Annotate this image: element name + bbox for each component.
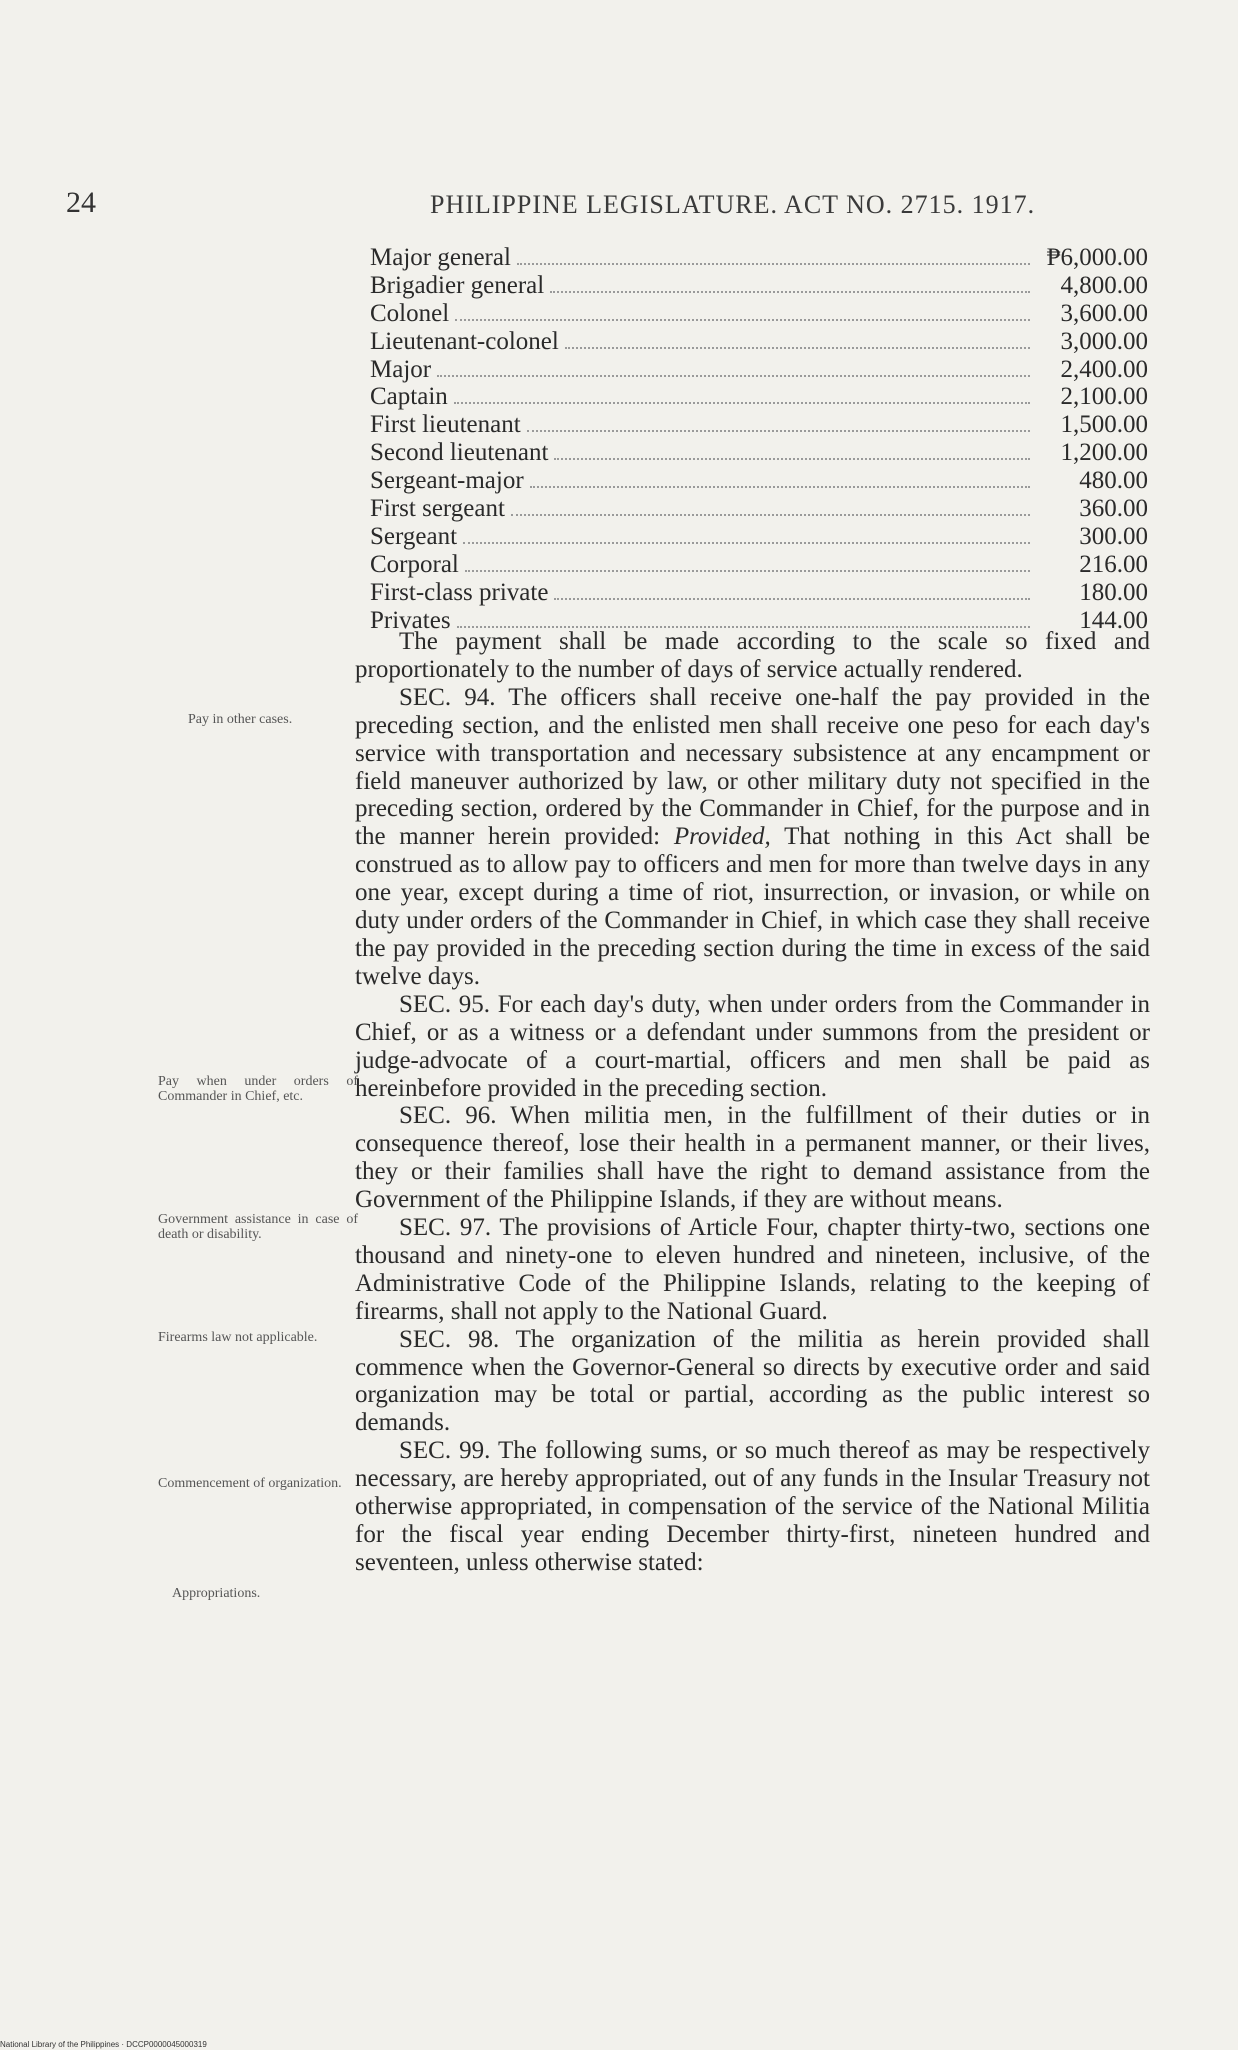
dot-leader [530,486,1030,488]
pay-rank: Colonel [370,299,450,327]
sidenote-firearms-law: Firearms law not applicable. [158,1330,318,1345]
pay-rank: Captain [370,383,448,411]
pay-row [370,523,1148,551]
page-number: 24 [66,186,96,219]
pay-rank: First-class private [370,578,549,606]
pay-row [370,467,1148,495]
pay-rank: Sergeant-major [370,467,524,495]
pay-row [370,383,1148,411]
dot-leader [517,263,1030,265]
pay-amount: 2,400.00 [1060,355,1148,383]
pay-row [370,328,1148,356]
sidenote-pay-other-cases: Pay in other cases. [188,712,293,727]
section-94-text-a: The officers shall receive one-half the pay provided in the preceding section, and the enlisted men shall receive one peso for each day's service with transportation and necessary subsistence at any encampment or field maneuver authorized by law, or other military duty not specified in the preceding section, ordered by the Commander in Chief, for the purpose and in the manner herein provided: [355,683,1150,851]
dot-leader [554,458,1030,460]
dot-leader [463,542,1030,544]
scan-footer: National Library of the Philippines · DCCP0000045000319 [0,2040,207,2049]
pay-amount: 180.00 [1079,578,1148,606]
pay-rank: Second lieutenant [370,439,549,467]
pay-scale-table [370,244,1148,634]
section-96-number: SEC. 96. [399,1102,497,1130]
pay-amount: 3,000.00 [1060,327,1148,355]
pay-amount: 4,800.00 [1060,271,1148,299]
pay-rank: Sergeant [370,522,458,550]
pay-row [370,356,1148,384]
intro-text: The payment shall be made according to the scale so fixed and proportionately to the number of days of service actually rendered. [355,628,1150,683]
pay-row [370,411,1148,439]
pay-row [370,439,1148,467]
pay-amount: 2,100.00 [1060,383,1148,411]
section-97-number: SEC. 97. [399,1214,492,1242]
pay-rank: Brigadier general [370,271,545,299]
sidenote-commencement: Commencement of organization. [158,1476,342,1491]
dot-leader [454,402,1030,404]
section-95 [355,991,1150,1103]
sidenote-pay-under-orders: Pay when under orders of Commander in Chief, etc. [158,1074,358,1104]
dot-leader [455,319,1030,321]
pay-row [370,579,1148,607]
pay-amount: 1,200.00 [1060,439,1148,467]
pay-amount: 3,600.00 [1060,299,1148,327]
dot-leader [527,430,1030,432]
dot-leader [465,570,1030,572]
pay-rank: Privates [370,606,451,634]
pay-amount: 144.00 [1079,606,1148,634]
section-95-text: For each day's duty, when under orders from the Commander in Chief, or as a witness or a defendant under summons from the president or judge-advocate of a court-martial, officers and men shall be paid as hereinbefore provided in the preceding section. [355,990,1151,1102]
dot-leader [437,375,1030,377]
pay-row [370,300,1148,328]
pay-amount: 360.00 [1079,495,1148,523]
dot-leader [554,598,1030,600]
body-text [355,628,1150,1577]
section-94-number: SEC. 94. [399,683,496,711]
pay-row [370,495,1148,523]
intro-paragraph [355,628,1150,684]
pay-row [370,551,1148,579]
section-97-text: The provisions of Article Four, chapter thirty-two, sections one thousand and ninety-one to eleven hundred and nineteen, inclusive, of the Administrative Code of the Philippine Islands, relating to the keeping of firearms, shall not apply to the National Guard. [355,1214,1150,1325]
dot-leader [565,347,1030,349]
pay-amount: 480.00 [1079,467,1148,495]
pay-amount: 1,500.00 [1060,411,1148,439]
pay-rank: Major [370,355,432,383]
sidenote-gov-assistance: Government assistance in case of death or disability. [158,1212,358,1242]
section-99-number: SEC. 99. [399,1437,491,1465]
pay-rank: Lieutenant-colonel [370,327,559,355]
section-95-number: SEC. 95. [399,990,491,1018]
section-94 [355,684,1150,991]
pay-amount: ₱6,000.00 [1046,244,1148,271]
running-head: PHILIPPINE LEGISLATURE. ACT NO. 2715. 1917. [430,190,1036,219]
section-94-text-b: That nothing in this Act shall be construed as to allow pay to officers and men for more than twelve days in any one year, except during a time of riot, insurrection, or invasion, or while on duty under orders of the Commander in Chief, in which case they shall receive the pay provided in the preceding section during the time in excess of the said twelve days. [355,823,1150,990]
section-98 [355,1326,1150,1438]
section-99-text: The following sums, or so much thereof as may be respectively necessary, are hereby appropriated, out of any funds in the Insular Treasury not otherwise appropriated, in compensation of the service of the National Militia for the fiscal year ending December thirty-first, nineteen hundred and seventeen, unless otherwise stated: [355,1437,1150,1576]
sidenote-appropriations: Appropriations. [172,1586,261,1601]
section-96 [355,1102,1150,1214]
section-98-number: SEC. 98. [399,1325,500,1353]
section-97 [355,1214,1150,1326]
pay-amount: 300.00 [1079,522,1148,550]
section-94-proviso: Provided, [673,823,771,851]
dot-leader [511,514,1030,516]
pay-rank: First sergeant [370,495,505,523]
section-98-text: The organization of the militia as herein provided shall commence when the Governor-General so directs by executive order and said organization may be total or partial, according as the public interest so demands. [355,1325,1150,1437]
pay-rank: Major general [370,244,511,271]
section-96-text: When militia men, in the fulfillment of their duties or in consequence thereof, lose their health in a permanent manner, or their lives, they or their families shall have the right to demand assistance from the Government of the Philippine Islands, if they are without means. [355,1102,1150,1214]
pay-rank: First lieutenant [370,411,521,439]
pay-amount: 216.00 [1079,550,1148,578]
section-99 [355,1437,1150,1577]
pay-row [370,272,1148,300]
dot-leader [550,291,1030,293]
pay-rank: Corporal [370,550,459,578]
pay-row [370,244,1148,272]
